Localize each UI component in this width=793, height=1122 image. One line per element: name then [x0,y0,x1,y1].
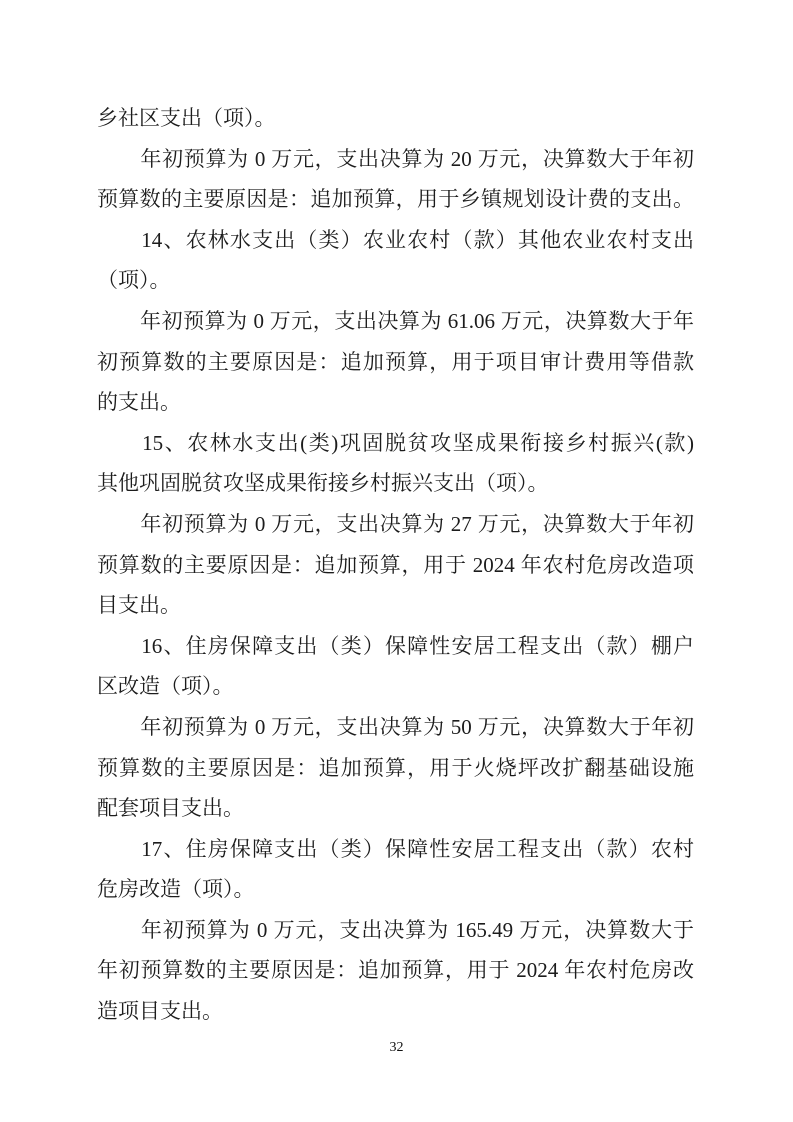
text-line: 15、农林水支出(类)巩固脱贫攻坚成果衔接乡村振兴(款) [97,430,694,455]
body-text [97,98,694,1032]
text-line: 配套项目支出。 [97,796,244,821]
text-line: （项）。 [97,268,171,293]
text-line: 17、住房保障支出（类）保障性安居工程支出（款）农村 [97,836,694,861]
text-line: 14、农林水支出（类）农业农村（款）其他农业农村支出 [97,227,694,252]
text-line: 危房改造（项）。 [97,877,255,902]
text-line: 预算数的主要原因是：追加预算，用于火烧坪改扩翻基础设施 [97,755,694,780]
text-line: 其他巩固脱贫攻坚成果衔接乡村振兴支出（项）。 [97,471,549,496]
text-line: 年初预算为 0 万元，支出决算为 27 万元，决算数大于年初 [97,511,694,536]
text-line: 年初预算为 0 万元，支出决算为 50 万元，决算数大于年初 [97,714,694,739]
page-number: 32 [389,1040,404,1055]
text-line: 16、住房保障支出（类）保障性安居工程支出（款）棚户 [97,633,694,658]
text-line: 区改造（项）。 [97,674,234,699]
text-line: 乡社区支出（项）。 [97,106,276,130]
text-line: 年初预算为 0 万元，支出决算为 61.06 万元，决算数大于年 [97,308,694,333]
text-line: 预算数的主要原因是：追加预算，用于乡镇规划设计费的支出。 [97,187,694,212]
text-line: 初预算数的主要原因是：追加预算，用于项目审计费用等借款 [97,349,694,374]
text-line: 的支出。 [97,390,181,415]
text-line: 造项目支出。 [97,999,223,1024]
text-line: 年初预算为 0 万元，支出决算为 20 万元，决算数大于年初 [97,146,694,171]
text-line: 预算数的主要原因是：追加预算，用于 2024 年农村危房改造项 [97,552,694,577]
text-line: 目支出。 [97,593,181,618]
text-line: 年初预算数的主要原因是：追加预算，用于 2024 年农村危房改 [97,958,694,983]
text-line: 年初预算为 0 万元，支出决算为 165.49 万元，决算数大于 [97,917,694,942]
